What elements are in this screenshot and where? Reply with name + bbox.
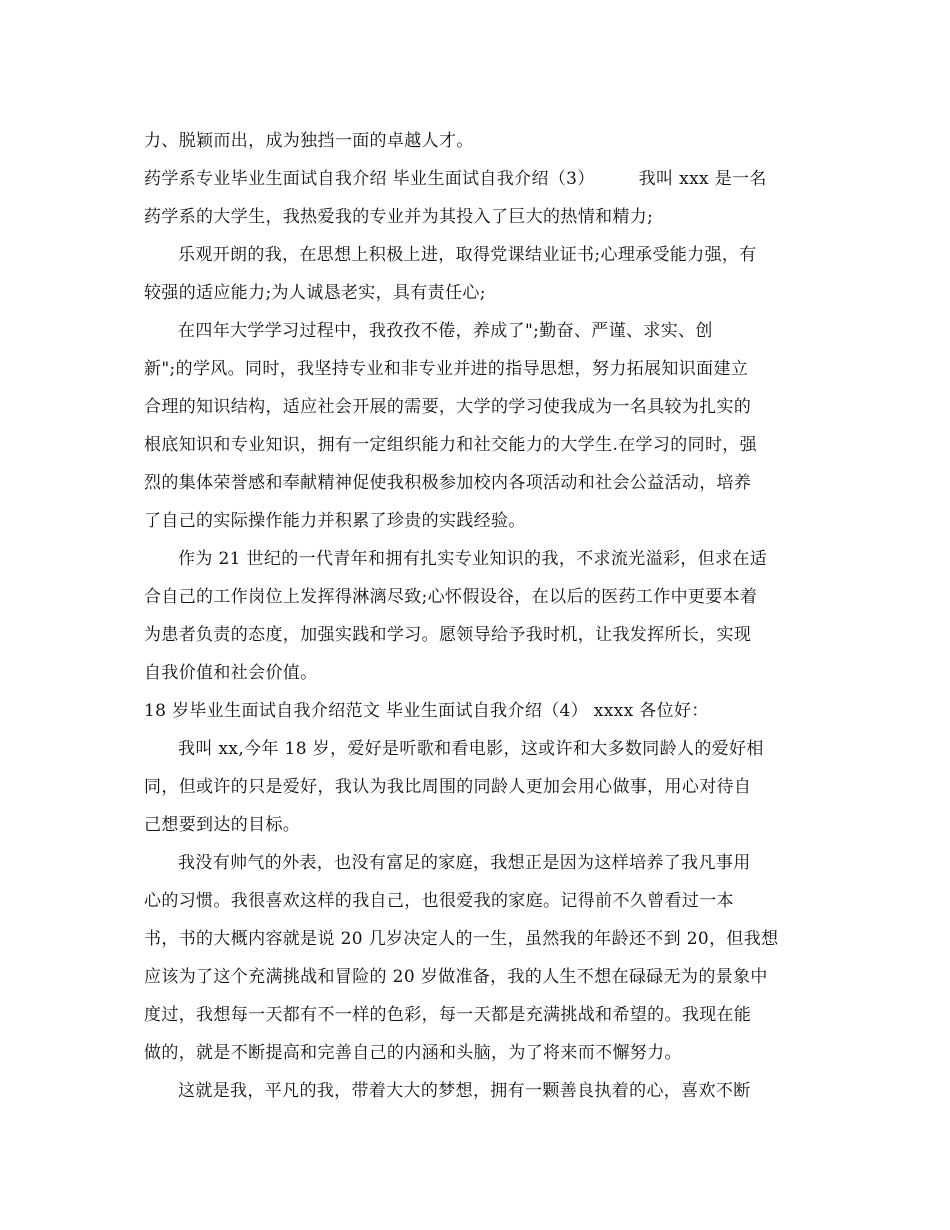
text-line: 书，书的大概内容就是说 20 几岁决定人的一生，虽然我的年龄还不到 20，但我想: [144, 929, 779, 949]
text-line: 自我价值和社会价值。: [144, 663, 318, 683]
text-line: 做的，就是不断提高和完善自己的内涵和头脑，为了将来而不懈努力。: [144, 1043, 682, 1063]
text-line: 药学系的大学生，我热爱我的专业并为其投入了巨大的热情和精力;: [144, 207, 654, 227]
text-line: 己想要到达的目标。: [144, 815, 301, 835]
text-line: 应该为了这个充满挑战和冒险的 20 岁做准备，我的人生不想在碌碌无为的景象中: [144, 967, 768, 987]
section-heading: 药学系专业毕业生面试自我介绍 毕业生面试自我介绍（3）: [144, 169, 595, 189]
text-line: 合自己的工作岗位上发挥得淋漓尽致;心怀假设谷，在以后的医药工作中更要本着: [144, 587, 758, 607]
text-line: 我叫 xxx 是一名: [638, 169, 767, 189]
paragraph-first-line: 作为 21 世纪的一代青年和拥有扎实专业知识的我，不求流光溢彩，但求在适: [178, 549, 768, 569]
paragraph-first-line: 这就是我，平凡的我，带着大大的梦想，拥有一颗善良执着的心，喜欢不断: [178, 1081, 751, 1101]
section-heading: 18 岁毕业生面试自我介绍范文 毕业生面试自我介绍（4） xxxx 各位好：: [144, 701, 709, 721]
text-line: 烈的集体荣誉感和奉献精神促使我积极参加校内各项活动和社会公益活动，培养: [144, 473, 752, 493]
text-line: 同，但或许的只是爱好，我认为我比周围的同龄人更加会用心做事，用心对待自: [144, 777, 752, 797]
text-line: 为患者负责的态度，加强实践和学习。愿领导给予我时机，让我发挥所长，实现: [144, 625, 752, 645]
paragraph-first-line: 在四年大学学习过程中，我孜孜不倦，养成了";勤奋、严谨、求实、创: [178, 321, 713, 341]
paragraph-first-line: 我叫 xx,今年 18 岁，爱好是听歌和看电影，这或许和大多数同龄人的爱好相: [178, 739, 764, 759]
text-line: 度过，我想每一天都有不一样的色彩，每一天都是充满挑战和希望的。我现在能: [144, 1005, 752, 1025]
text-line: 较强的适应能力;为人诚恳老实，具有责任心;: [144, 283, 486, 303]
text-line: 根底知识和专业知识，拥有一定组织能力和社交能力的大学生.在学习的同时，强: [144, 435, 758, 455]
text-line: 力、脱颖而出，成为独挡一面的卓越人才。: [144, 131, 474, 151]
paragraph-first-line: 乐观开朗的我，在思想上积极上进，取得党课结业证书;心理承受能力强，有: [178, 245, 757, 265]
text-line: 合理的知识结构，适应社会开展的需要，大学的学习使我成为一名具较为扎实的: [144, 397, 752, 417]
paragraph-first-line: 我没有帅气的外表，也没有富足的家庭，我想正是因为这样培养了我凡事用: [178, 853, 751, 873]
heading-line: [144, 168, 767, 190]
text-line: 了自己的实际操作能力并积累了珍贵的实践经验。: [144, 511, 526, 531]
text-line: 新";的学风。同时，我坚持专业和非专业并进的指导思想，努力拓展知识面建立: [144, 359, 749, 379]
text-line: 心的习惯。我很喜欢这样的我自己，也很爱我的家庭。记得前不久曾看过一本: [144, 891, 734, 911]
